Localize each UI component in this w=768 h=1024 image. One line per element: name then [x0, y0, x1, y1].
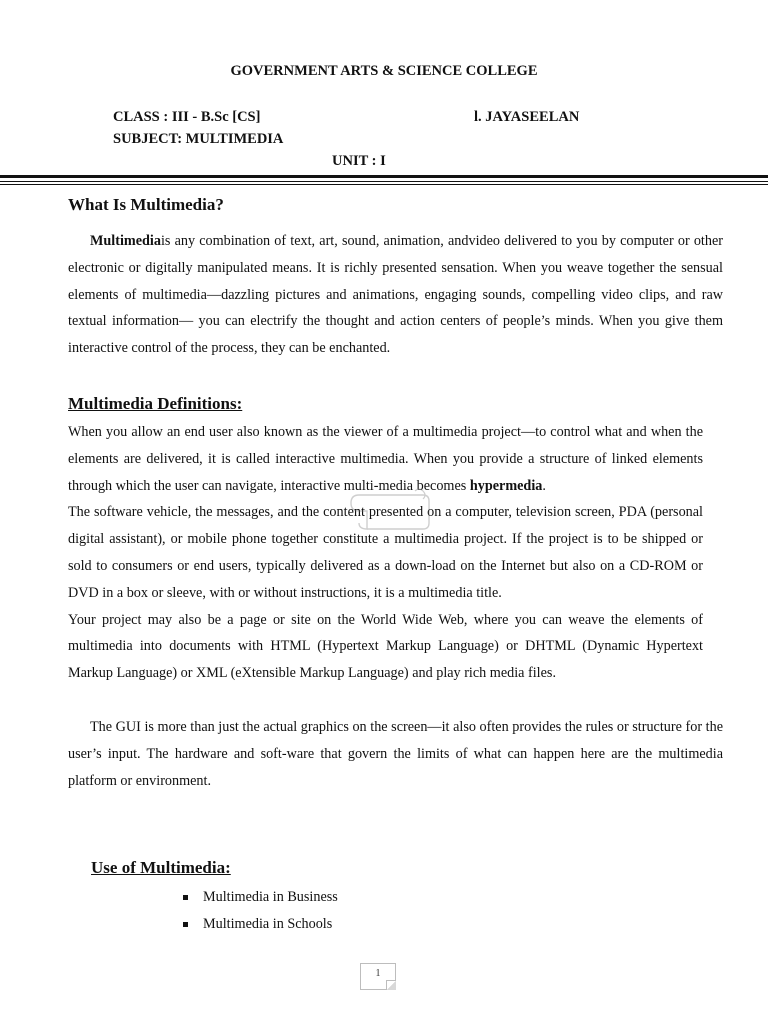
section-heading-use-of-multimedia: Use of Multimedia:: [91, 858, 231, 877]
header-divider-thin-2: [0, 184, 768, 185]
section-heading-definitions: Multimedia Definitions:: [68, 394, 243, 413]
definitions-p1-end: .: [542, 477, 546, 494]
section-heading-what-is-multimedia: What Is Multimedia?: [68, 195, 224, 214]
unit-line: UNIT : I: [332, 153, 386, 169]
page-number: 1: [360, 963, 396, 990]
definitions-paragraph-2: The software vehicle, the messages, and the content presented on a computer, television screen, PDA (personal digital assistant), or mobile phone together constitute a multimedia project. If the project is to be shipped or sold to consumers or end users, typically delivered as a down-load on the Internet but also on a CD-ROM or DVD in a box or sleeve, with or without instructions, it is a multimedia title.: [68, 504, 703, 601]
intro-paragraph: [68, 228, 723, 362]
definitions-paragraph-3: Your project may also be a page or site on the World Wide Web, where you can weave the elements of multimedia into documents with HTML (Hypertext Markup Language) or DHTML (Dynamic Hypertext Markup Language) or XML (eXtensible Markup Language) and play rich media files.: [68, 611, 703, 682]
class-line: CLASS : III - B.Sc [CS]: [113, 109, 261, 125]
intro-lead-term: Multimedia: [90, 233, 161, 249]
college-title: GOVERNMENT ARTS & SCIENCE COLLEGE: [230, 63, 538, 79]
use-list: [181, 884, 338, 938]
scroll-watermark-icon: [345, 483, 435, 539]
page-corner-fold-icon: [386, 980, 396, 990]
subject-line: SUBJECT: MULTIMEDIA: [113, 131, 284, 147]
definitions-p1-text: When you allow an end user also known as the viewer of a multimedia project—to control what and when the elements are delivered, it is called interactive multimedia. When you provide a structure of linked elements through which the user can navigate, interactive multi-media becomes: [68, 424, 703, 494]
author-name: l. JAYASEELAN: [474, 109, 580, 125]
intro-text: is any combination of text, art, sound, animation, andvideo delivered to you by computer or other electronic or digitally manipulated means. It is richly presented sensation. When you weave together the sensual elements of multimedia—dazzling pictures and animations, engaging sounds, compelling video clips, and raw textual information— you can electrify the thought and action centers of people’s minds. When you give them interactive control of the process, they can be enchanted.: [68, 233, 723, 357]
gui-text: The GUI is more than just the actual graphics on the screen—it also often provides the rules or structure for the user’s input. The hardware and soft-ware that govern the limits of what can happen here are the multimedia platform or environment.: [68, 719, 723, 789]
hypermedia-term: hypermedia: [469, 477, 543, 494]
definitions-body: [68, 419, 703, 687]
header-divider-thin: [0, 181, 768, 182]
list-item: Multimedia in Schools: [181, 911, 338, 938]
list-item: Multimedia in Business: [181, 884, 338, 911]
gui-paragraph: [68, 714, 723, 794]
header-divider-thick: [0, 175, 768, 178]
